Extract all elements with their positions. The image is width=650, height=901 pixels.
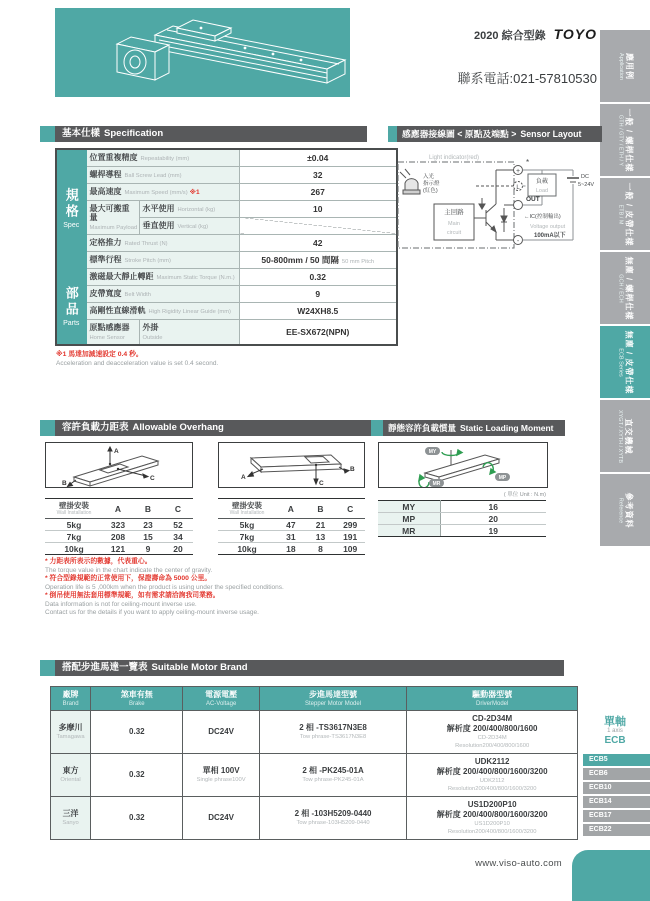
lamp-label-1: 入光 <box>423 174 435 180</box>
svg-text:MR: MR <box>432 481 441 487</box>
wall-installation-header: 壁掛安裝 Wall Installation <box>218 499 276 519</box>
voltage-cell: 單相 100V Single phrase100V <box>183 754 259 797</box>
plus-terminal: + <box>515 168 521 175</box>
spec-row-label: 原點感應器 Home Sensor <box>86 319 139 345</box>
light-indicator-label: Light indicator(red) <box>428 155 480 161</box>
section-accent-square <box>40 660 55 676</box>
spec-group-parts <box>56 268 86 345</box>
spec-sub-label: 外掛 Outside <box>139 319 239 345</box>
spec-value-na <box>239 217 397 234</box>
cell: 13 <box>306 531 336 543</box>
ecb-nav-item-ecb14[interactable]: ECB14 <box>583 796 650 808</box>
col-c: C <box>335 499 365 519</box>
ecb-nav-item-ecb6[interactable]: ECB6 <box>583 768 650 780</box>
brand-cell: 多摩川 Tamagawa <box>51 711 91 754</box>
spec-sub-label: 水平使用 Horizontal (kg) <box>139 200 239 217</box>
footnote-line: * 倒吊使用無法套用標準規範，如有需求請洽詢我司業務。 <box>45 592 220 599</box>
motor-header-stepper: 步進馬達型號 Stepper Motor Model <box>259 687 407 711</box>
load-label-en: Load <box>535 188 549 194</box>
actuator-wireframe-drawing <box>55 8 350 97</box>
moment-unit-label: ( 單位 Unit : N.m) <box>503 492 546 498</box>
transistor-symbol <box>474 170 507 240</box>
spec-value: 10 <box>239 200 397 217</box>
spec-value: 267 <box>239 183 397 200</box>
sensor-section-header <box>397 126 602 142</box>
cell: 52 <box>163 519 193 531</box>
spec-row-label: 激磁最大靜止轉距 Maximum Static Torque (N.m.) <box>86 268 239 285</box>
catalog-year-title: 2020 綜合型錄 <box>474 30 546 42</box>
spec-title-en: Specification <box>104 128 164 139</box>
arrow-label-c: C <box>150 475 155 482</box>
overhang-table-right <box>218 498 365 555</box>
row-key: 10kg <box>45 543 103 555</box>
spec-row-label: 高剛性直線滑軌 High Rigidity Linear Guide (mm) <box>86 302 239 319</box>
footnote-line: Contact us for the details if you want to apply ceiling-mount inverse usage. <box>45 609 259 616</box>
motor-header-brand: 廠牌 Brand <box>51 687 91 711</box>
corner-decoration <box>572 850 650 901</box>
toyo-logo: TOYO <box>553 26 597 42</box>
footnote-line: Operation life is 5 ,000km when the product is using under the specified conditions. <box>45 583 284 591</box>
cell: 191 <box>335 531 365 543</box>
ecb-nav-item-ecb22[interactable]: ECB22 <box>583 824 650 836</box>
spec-value: 42 <box>239 234 397 251</box>
group-label-zh: 規格 <box>63 188 79 221</box>
footnote-line: Data information is not for ceiling-mount inverse use. <box>45 600 197 608</box>
driver-cell: US1D200P10 解析度 200/400/800/1600/3200 US1D200P10 Resolution200/400/800/1600/3200 <box>407 797 578 840</box>
brand-cell: 三洋 Sanyo <box>51 797 91 840</box>
tab-label: 一般 / 皮帶仕樣 <box>624 182 634 246</box>
group-label-zh: 部品 <box>63 285 79 318</box>
spec-value: 9 <box>239 285 397 302</box>
brake-cell: 0.32 <box>91 797 183 840</box>
out-label: OUT <box>526 196 540 203</box>
brake-cell: 0.32 <box>91 754 183 797</box>
minus-terminal: - <box>516 238 520 245</box>
dc-label: DC <box>581 174 589 180</box>
moment-title-zh: 靜態容許負載慣量 <box>388 423 457 433</box>
voltage-cell: DC24V <box>183 797 259 840</box>
sidebar-tab-application[interactable] <box>600 30 650 102</box>
ic-output-label: ←IC(控制輸出) <box>524 214 561 220</box>
spec-row-label: 定格推力 Rated Thrust (N) <box>86 234 239 251</box>
footnotes-block <box>45 558 445 618</box>
col-b: B <box>133 499 163 519</box>
stepper-cell: 2 相 -TS3617N3E8 Tow phrase-TS3617N3E8 <box>259 711 407 754</box>
dc-voltage-label: 5~24V <box>578 182 595 188</box>
single-axis-label-en: 1 axis <box>607 728 623 734</box>
voltage-cell: DC24V <box>183 711 259 754</box>
arrow-label-b: B <box>62 480 67 487</box>
spec-title-zh: 基本仕樣 <box>62 128 101 139</box>
group-label-en: Spec <box>63 222 80 230</box>
moment-key: MY <box>378 501 440 513</box>
driver-cell: UDK2112 解析度 200/400/800/1600/3200 UDK2112 Resolution200/400/800/1600/3200 <box>407 754 578 797</box>
driver-cell: CD-2D34M 解析度 200/400/800/1600 CD-2D34M Resolution200/400/800/1600 <box>407 711 578 754</box>
spec-section-header <box>55 126 367 142</box>
arrow-label-b: B <box>350 466 355 473</box>
cell: 21 <box>306 519 336 531</box>
spec-row-label: 標準行程 Stroke Pitch (mm) <box>86 251 239 268</box>
moment-key: MR <box>378 525 440 537</box>
sensor-circuit-diagram <box>390 148 597 260</box>
cell: 8 <box>306 543 336 555</box>
motor-header-driver: 驅動器型號 DriverModel <box>407 687 578 711</box>
ecb-nav-item-ecb17[interactable]: ECB17 <box>583 810 650 822</box>
spec-value: EE-SX672(NPN) <box>239 319 397 345</box>
ecb-nav-header <box>580 716 650 747</box>
cell: 208 <box>103 531 133 543</box>
brake-cell: 0.32 <box>91 711 183 754</box>
motor-header-voltage: 電源電壓 AC-Voltage <box>183 687 259 711</box>
stepper-cell: 2 相 -PK245-01A Tow phrase-PK245-01A <box>259 754 407 797</box>
motor-row-oriental <box>51 754 578 797</box>
cell: 34 <box>163 531 193 543</box>
cell: 9 <box>133 543 163 555</box>
contact-phone: 聯系電話:021-57810530 <box>457 71 597 86</box>
load-label-zh: 負載 <box>535 179 549 185</box>
overhang-diagram-right <box>218 442 365 488</box>
tab-sublabel: ECB Series <box>617 347 624 377</box>
lamp-label-3: (紅色) <box>423 188 438 194</box>
moment-value: 16 <box>440 501 546 513</box>
overhang-diagram-left <box>45 442 193 488</box>
cell: 109 <box>335 543 365 555</box>
tab-sublabel: Application <box>617 52 624 80</box>
spec-row-label: 皮帶寬度 Belt Width <box>86 285 239 302</box>
main-circuit-en1: Main <box>448 221 460 227</box>
col-a: A <box>103 499 133 519</box>
brand-cell: 東方 Oriental <box>51 754 91 797</box>
row-key: 5kg <box>218 519 276 531</box>
row-key: 5kg <box>45 519 103 531</box>
ecb-nav-item-ecb10[interactable]: ECB10 <box>583 782 650 794</box>
spec-table <box>55 148 398 346</box>
footnote-line: The torque value in the chart indicate the center of gravity. <box>45 566 213 574</box>
stepper-cell: 2 相 -103H5209-0440 Tow phrase-103H5209-0440 <box>259 797 407 840</box>
spec-note-en: Acceleration and deacceleration value is set 0.4 second. <box>56 360 219 367</box>
l-terminal: L <box>516 185 520 191</box>
svg-text:MP: MP <box>498 475 507 481</box>
website-url[interactable]: www.viso-auto.com <box>475 858 562 869</box>
sidebar-tab-reference[interactable] <box>600 474 650 546</box>
moment-value: 20 <box>440 513 546 525</box>
cell: 323 <box>103 519 133 531</box>
current-limit-label: 100mA以下 <box>534 233 566 239</box>
moment-title-en: Static Loading Moment <box>460 423 554 433</box>
spec-row-label: 最高速度 Maximum Speed (mm/s) ※1 <box>86 183 239 200</box>
lamp-label-2: 指示燈 <box>423 181 440 187</box>
spec-value: 50-800mm / 50 間隔 50 mm Pitch <box>239 251 397 268</box>
main-circuit-en2: circuit <box>446 230 462 236</box>
row-key: 7kg <box>45 531 103 543</box>
motor-header-brake: 煞車有無 Brake <box>91 687 183 711</box>
footnote-line: * 力距表所表示的數據，代表重心。 <box>45 558 152 565</box>
tab-label: 無塵 / 螺桿仕樣 <box>624 256 634 320</box>
ecb-nav-item-ecb5[interactable]: ECB5 <box>583 754 650 766</box>
sensor-title-zh: 感應器接線圖 < 原點及端點 > <box>402 129 517 139</box>
motor-row-sanyo <box>51 797 578 840</box>
tab-label: 一般 / 螺桿仕樣 <box>624 108 634 172</box>
sidebar-tab-gth-gty-eth-y[interactable] <box>600 104 650 176</box>
motor-title-en: Suitable Motor Brand <box>151 662 248 673</box>
cell: 299 <box>335 519 365 531</box>
col-a: A <box>276 499 306 519</box>
ecb-series-label: ECB <box>604 735 626 746</box>
tab-label: 應用例 <box>624 52 634 80</box>
tab-sublabel: Reference <box>617 497 624 523</box>
section-accent-square <box>371 420 383 436</box>
section-accent-square <box>388 126 397 142</box>
star-marker: * <box>526 158 530 167</box>
cell: 121 <box>103 543 133 555</box>
cell: 47 <box>276 519 306 531</box>
spec-sub-label: 垂直使用 Vertical (kg) <box>139 217 239 234</box>
row-key: 10kg <box>218 543 276 555</box>
cell: 18 <box>276 543 306 555</box>
tab-sublabel: GTH / GTY / ETH / Y <box>617 114 624 166</box>
sensor-title-en: Sensor Layout <box>520 129 582 139</box>
spec-row-label: 螺桿導程 Ball Screw Lead (mm) <box>86 166 239 183</box>
motor-table <box>50 686 578 840</box>
product-drawing-panel <box>55 8 350 97</box>
spec-value: ±0.04 <box>239 149 397 166</box>
moment-value: 19 <box>440 525 546 537</box>
arrow-label-a: A <box>114 448 119 455</box>
spec-note-zh: ※1 馬達加減速設定 0.4 秒。 <box>56 351 143 358</box>
sidebar-tab-ecb-series[interactable] <box>600 326 650 398</box>
spec-row-label: 最大可搬重量 Maximum Payload <box>86 200 139 234</box>
overhang-title-en: Allowable Overhang <box>132 422 224 433</box>
catalog-title <box>350 26 597 43</box>
voltage-output-label: Voltage output <box>530 224 566 230</box>
section-accent-square <box>40 126 55 142</box>
arrow-label-a: A <box>241 474 246 481</box>
tab-label: 參考資料 <box>624 492 634 528</box>
spec-row-label: 位置重複精度 Repeatability (mm) <box>86 149 239 166</box>
sidebar-tab-etb-m[interactable] <box>600 178 650 250</box>
overhang-title-zh: 容許負載力距表 <box>62 422 129 433</box>
spec-value: 32 <box>239 166 397 183</box>
svg-text:MY: MY <box>428 449 437 455</box>
tab-sublabel: ETB / M <box>617 204 624 224</box>
section-accent-square <box>40 420 55 436</box>
moment-table <box>378 500 546 537</box>
spec-value: 0.32 <box>239 268 397 285</box>
cell: 20 <box>163 543 193 555</box>
arrow-label-c: C <box>319 480 324 487</box>
tab-sublabel: GCH / ECH <box>617 273 624 303</box>
tab-label: 無塵 / 皮帶仕樣 <box>624 330 634 394</box>
cell: 15 <box>133 531 163 543</box>
cell: 23 <box>133 519 163 531</box>
row-key: 7kg <box>218 531 276 543</box>
col-b: B <box>306 499 336 519</box>
spec-group-spec <box>56 149 86 268</box>
main-circuit-zh: 主回路 <box>444 209 464 216</box>
footnote-line: * 符合型錄規範的正常使用下，保證壽命為 5000 公里。 <box>45 575 212 582</box>
sidebar-tab-xy-robots[interactable] <box>600 400 650 472</box>
tab-sublabel: XYGT / XYTH / XYTB <box>617 409 624 463</box>
spec-value: W24XH8.5 <box>239 302 397 319</box>
motor-title-zh: 搭配步進馬達一覽表 <box>62 662 148 673</box>
moment-diagram <box>378 442 548 488</box>
tab-label: 直交機械 <box>624 417 634 454</box>
col-c: C <box>163 499 193 519</box>
wall-installation-header: 壁掛安裝 Wall Installation <box>45 499 103 519</box>
sidebar-tab-gch-ech[interactable] <box>600 252 650 324</box>
motor-section-header <box>55 660 564 676</box>
moment-section-header <box>383 420 565 436</box>
overhang-section-header <box>55 420 372 436</box>
footnote-marker: ※1 <box>189 189 200 196</box>
moment-key: MP <box>378 513 440 525</box>
overhang-table-left <box>45 498 193 555</box>
motor-row-tamagawa <box>51 711 578 754</box>
single-axis-label-zh: 單軸 <box>604 716 626 728</box>
group-label-en: Parts <box>63 319 80 327</box>
cell: 31 <box>276 531 306 543</box>
